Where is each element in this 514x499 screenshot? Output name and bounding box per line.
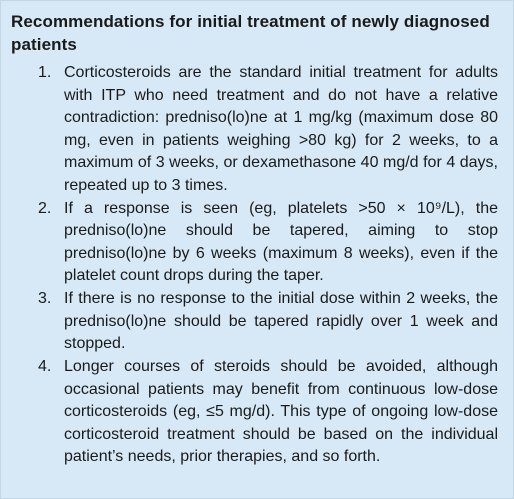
item-text: If there is no response to the initial dose within 2 weeks, the predniso(lo)ne should be tapered rapidly over 1 week and stopped.	[64, 290, 498, 352]
list-item	[11, 198, 503, 288]
list-item	[11, 62, 503, 197]
item-number: 1.	[38, 64, 52, 81]
list-item	[11, 288, 503, 356]
item-number: 4.	[38, 358, 52, 375]
item-number: 3.	[38, 290, 52, 307]
box-title: Recommendations for initial treatment of newly diagnosed patients	[11, 12, 490, 54]
item-text: Longer courses of steroids should be avoided, although occasional patients may benefit from continuous low-dose corticosteroids (eg, ≤5 mg/d). This type of ongoing low-dose corticosteroid treatment should be based on the individual patient’s needs, prior therapies, and so forth.	[64, 358, 498, 465]
recommendations-list	[11, 62, 503, 469]
item-text: If a response is seen (eg, platelets >50 × 10⁹/L), the predniso(lo)ne should be tapered, aiming to stop predniso(lo)ne by 6 weeks (maximum 8 weeks), even if the platelet count drops during the taper.	[64, 199, 498, 284]
item-text: Corticosteroids are the standard initial treatment for adults with ITP who need treatment and do not have a relative contradiction: predniso(lo)ne at 1 mg/kg (maximum dose 80 mg, even in patients weighing >80 kg) for 2 weeks, to a maximum of 3 weeks, or dexamethasone 40 mg/d for 4 days, repeated up to 3 times.	[64, 64, 498, 194]
item-number: 2.	[38, 199, 52, 217]
list-item	[11, 356, 503, 469]
